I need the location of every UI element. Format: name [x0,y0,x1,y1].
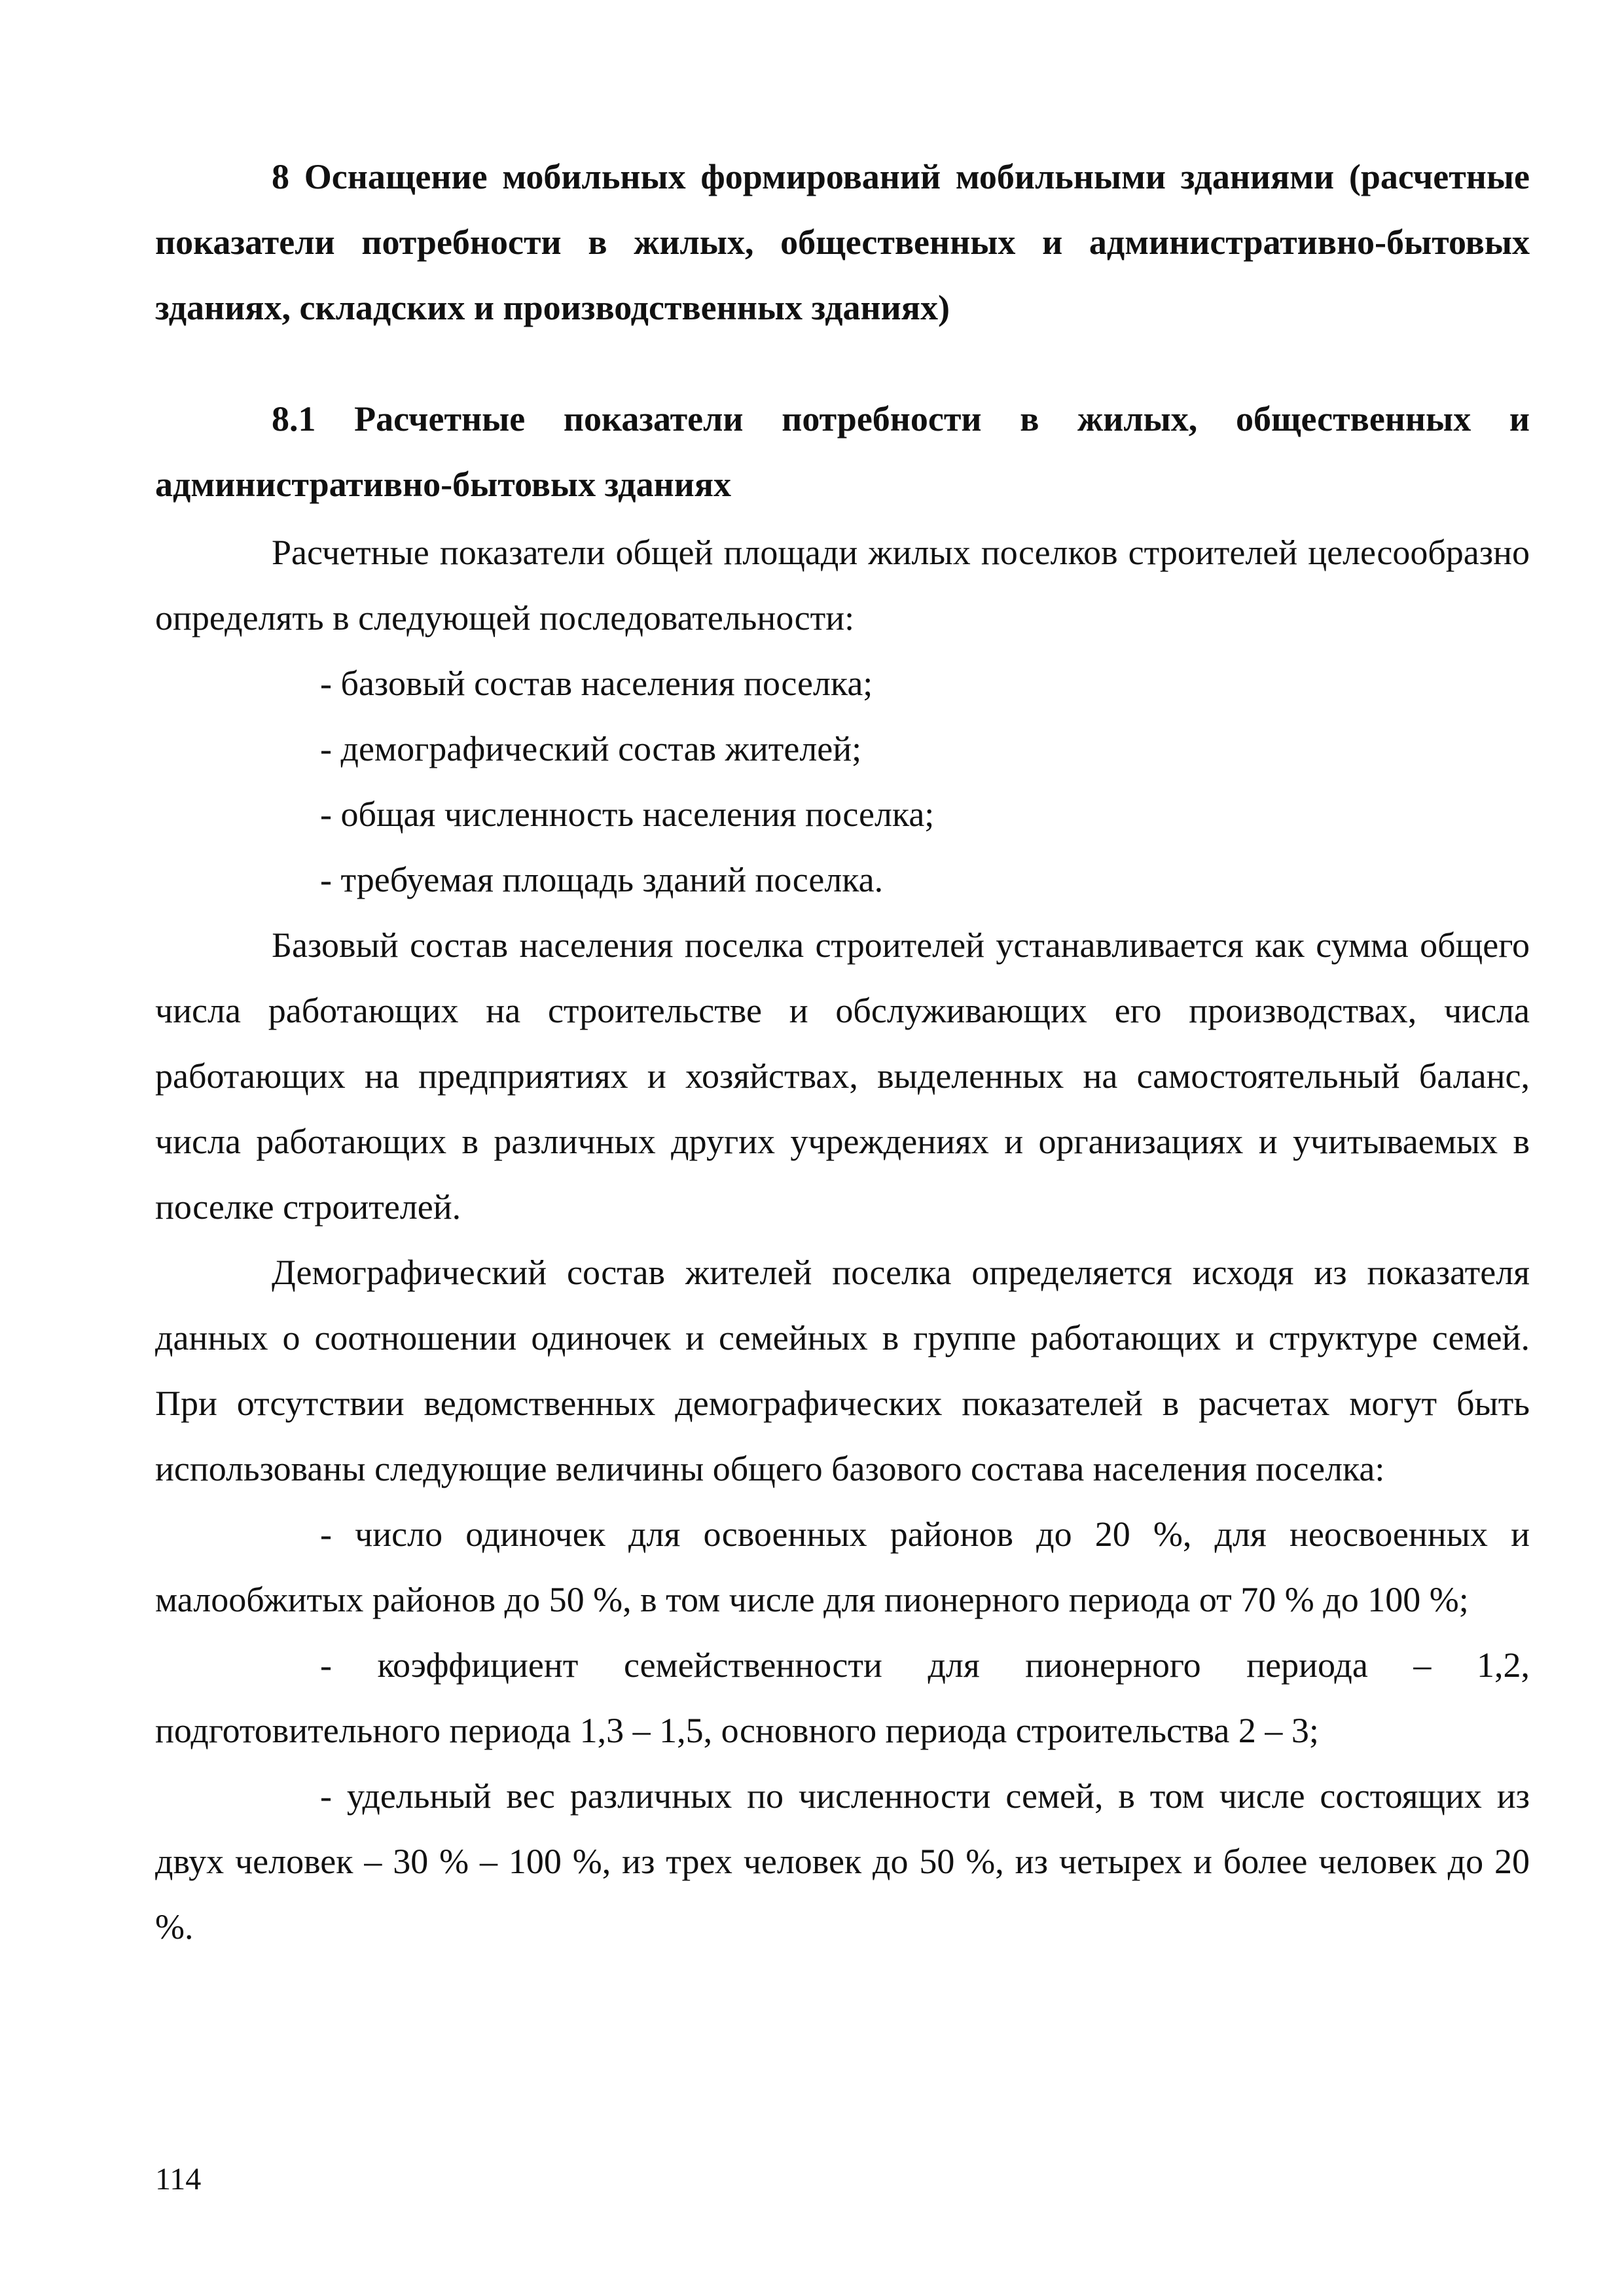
list-item: - базовый состав населения поселка; [320,664,873,703]
list-item: - требуемая площадь зданий поселка. [320,860,884,899]
section-heading: 8 Оснащение мобильных формирований мобильными зданиями (расчетные показатели потребности в жилых, общественных и административно-бытовых зданиях, складских и производственных зданиях) [155,157,1530,327]
sequence-list [155,651,1530,912]
list-item: - число одиночек для освоенных районов до 20 %, для неосвоенных и малообжитых районов до 50 %, в том числе для пионерного периода от 70 % до 100 %; [155,1515,1530,1619]
list-item: - удельный вес различных по численности семей, в том числе состоящих из двух человек – 30 % – 100 %, из трех человек до 50 %, из четырех и более человек до 20 %. [155,1776,1530,1946]
list-item: - демографический состав жителей; [320,729,862,768]
base-population-paragraph: Базовый состав населения поселка строителей устанавливается как сумма общего числа работающих на строительстве и обслуживающих его производствах, числа работающих на предприятиях и хозяйствах, выделенных на самостоятельный баланс, числа работающих в различных других учреждениях и организациях и учитываемых в поселке строителей. [155,925,1530,1227]
list-item: - коэффициент семейственности для пионерного периода – 1,2, подготовительного периода 1,3 – 1,5, основного периода строительства 2 – 3; [155,1645,1530,1750]
intro-paragraph: Расчетные показатели общей площади жилых поселков строителей целесообразно определять в следующей последовательности: [155,533,1530,637]
demographic-paragraph: Демографический состав жителей поселка определяется исходя из показателя данных о соотношении одиночек и семейных в группе работающих и структуре семей. При отсутствии ведомственных демографических показателей в расчетах могут быть использованы следующие величины общего базового состава населения поселка: [155,1253,1530,1488]
demographic-list [155,1501,1530,1960]
list-item: - общая численность населения поселка; [320,795,935,834]
subsection-heading: 8.1 Расчетные показатели потребности в жилых, общественных и административно-бытовых зданиях [155,399,1530,504]
page-number: 114 [155,2162,202,2197]
document-page [155,144,1530,1960]
